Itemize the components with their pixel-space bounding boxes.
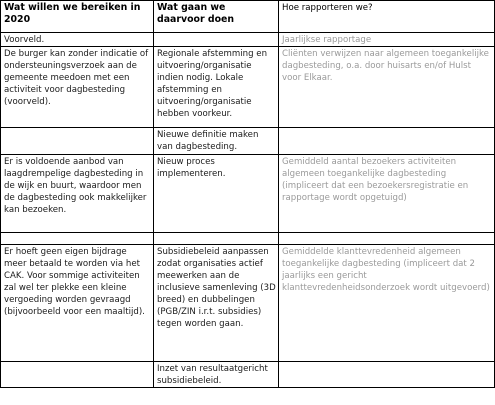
table-row (1, 233, 495, 245)
reporting-cell (279, 362, 495, 388)
table-row (1, 155, 495, 233)
reporting-cell (279, 128, 495, 155)
action-cell: Nieuwe definitie maken van dagbesteding. (154, 128, 279, 155)
reporting-cell: Cliënten verwijzen naar algemeen toegankelijke dagbesteding, o.a. door huisarts en/of Hulst voor Elkaar. (279, 47, 495, 128)
action-cell: Subsidiebeleid aanpassen zodat organisaties actief meewerken aan de inclusieve samenleving (3D breed) en dubbelingen (PGB/ZIN i.r.t. subsidies) tegen worden gaan. (154, 245, 279, 362)
goal-cell: Er is voldoende aanbod van laagdrempelige dagbesteding in de wijk en buurt, waardoor men de dagbesteding ook makkelijker kan bezoeken. (1, 155, 154, 233)
table-row (1, 47, 495, 128)
reporting-cell: Jaarlijkse rapportage (279, 33, 495, 47)
goal-cell: Voorveld. (1, 33, 154, 47)
reporting-cell: Gemiddeld aantal bezoekers activiteiten algemeen toegankelijke dagbesteding (impliceert dat een bezoekersregistratie en rapportage wordt opgetuigd) (279, 155, 495, 233)
table-row (1, 128, 495, 155)
table-row (1, 33, 495, 47)
action-cell: Inzet van resultaatgericht subsidiebeleid. (154, 362, 279, 388)
reporting-cell: Gemiddelde klanttevredenheid algemeen toegankelijke dagbesteding (impliceert dat 2 jaarlijks een gericht klanttevredenheidsonderzoek wordt uitgevoerd) (279, 245, 495, 362)
table-row (1, 245, 495, 362)
goal-cell (1, 233, 154, 245)
goal-cell (1, 128, 154, 155)
goal-cell: Er hoeft geen eigen bijdrage meer betaald te worden via het CAK. Voor sommige activiteiten zal wel ter plekke een kleine vergoeding worden gevraagd (bijvoorbeeld voor een maaltijd). (1, 245, 154, 362)
goal-cell: De burger kan zonder indicatie of ondersteuningsverzoek aan de gemeente meedoen met een activiteit voor dagbesteding (voorveld). (1, 47, 154, 128)
header-reporting: Hoe rapporteren we? (279, 1, 495, 33)
header-actions: Wat gaan we daarvoor doen (154, 1, 279, 33)
action-cell (154, 33, 279, 47)
header-goals: Wat willen we bereiken in 2020 (1, 1, 154, 33)
action-cell (154, 233, 279, 245)
table-row (1, 362, 495, 388)
goal-cell (1, 362, 154, 388)
action-cell: Regionale afstemming en uitvoering/organisatie indien nodig. Lokale afstemming en uitvoering/organisatie hebben voorkeur. (154, 47, 279, 128)
reporting-cell (279, 233, 495, 245)
action-cell: Nieuw proces implementeren. (154, 155, 279, 233)
table-header-row (1, 1, 495, 33)
